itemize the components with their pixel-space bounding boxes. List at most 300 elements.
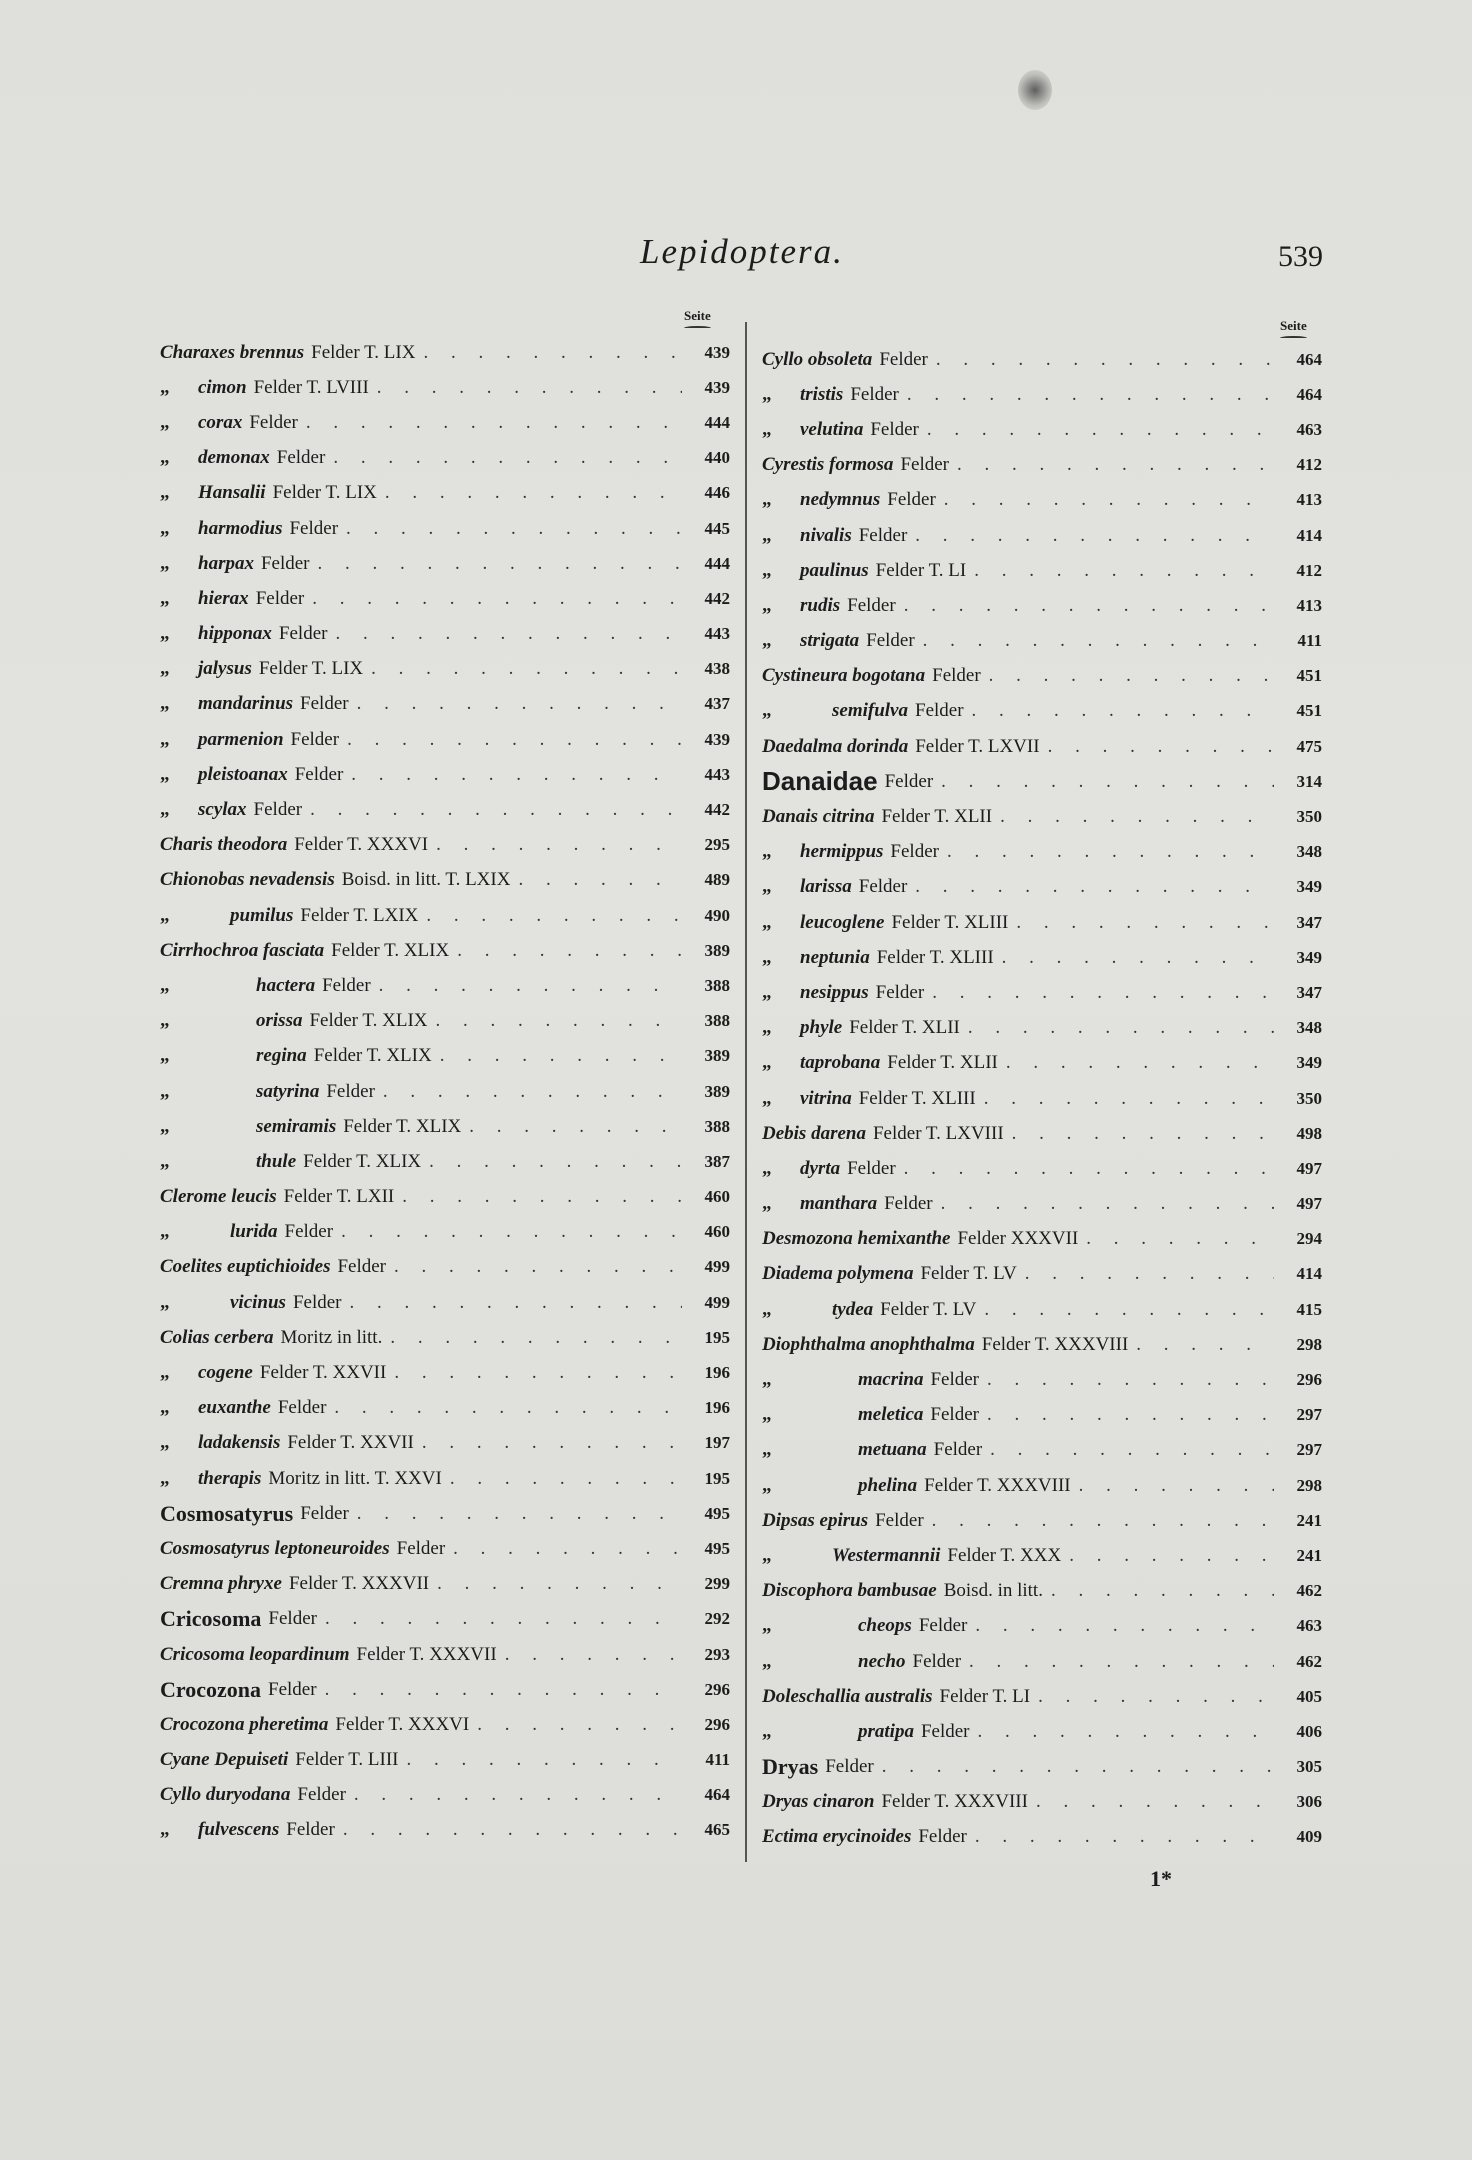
entry-page-number: 348 (1296, 1018, 1322, 1038)
entry-indent (762, 489, 800, 511)
entry-page-number: 415 (1296, 1299, 1322, 1319)
entry-indent (762, 1545, 832, 1567)
entry-page-number: 195 (704, 1468, 730, 1488)
dot-leader (350, 1292, 683, 1314)
index-entry (762, 1574, 1322, 1609)
entry-name: tristis (800, 383, 844, 405)
ditto-mark: „ (160, 1221, 170, 1243)
entry-author: Felder T. LI (939, 1685, 1031, 1707)
entry-name: Cyllo obsoleta (762, 348, 873, 370)
dot-leader (927, 419, 1274, 441)
entry-author: Felder (858, 876, 908, 898)
ditto-mark: „ (160, 447, 170, 469)
dot-leader (318, 553, 682, 575)
entry-author: Felder (912, 1650, 962, 1672)
entry-author: Felder (887, 489, 936, 511)
page-title: Lepidoptera. (640, 232, 844, 271)
ditto-mark: „ (160, 517, 170, 539)
entry-page-number: 412 (1296, 560, 1322, 580)
entry-indent (762, 1615, 858, 1637)
entry-name: manthara (800, 1193, 878, 1215)
entry-author: Moritz in litt. T. XXVI (268, 1467, 442, 1489)
dot-leader (941, 1193, 1274, 1215)
entry-author: Felder (289, 517, 339, 539)
entry-page-number: 489 (704, 870, 730, 890)
index-entry (160, 1180, 730, 1215)
entry-author: Felder (337, 1256, 387, 1278)
entry-name: parmenion (198, 728, 284, 750)
entry-name: hipponax (198, 623, 272, 645)
entry-name: Daedalma dorinda (762, 735, 909, 757)
entry-author: Felder (858, 524, 908, 546)
entry-indent (762, 700, 832, 722)
entry-page-number: 409 (1296, 1827, 1322, 1847)
ditto-mark: „ (160, 1432, 170, 1454)
entry-name: Westermannii (832, 1544, 941, 1566)
dot-leader (932, 982, 1274, 1004)
entry-name: cheops (858, 1615, 912, 1637)
ditto-mark: „ (762, 1157, 772, 1179)
dot-leader (907, 384, 1274, 406)
entry-name: taprobana (800, 1052, 881, 1074)
ditto-mark: „ (762, 1615, 772, 1637)
entry-name: rudis (800, 594, 841, 616)
entry-name: metuana (858, 1439, 927, 1461)
dot-leader (1079, 1475, 1274, 1497)
entry-name: orissa (256, 1010, 303, 1032)
entry-indent (160, 482, 198, 504)
dot-leader (941, 771, 1274, 793)
entry-page-number: 490 (704, 905, 730, 925)
entry-author: Felder (847, 594, 896, 616)
index-entry (160, 1426, 730, 1461)
index-entry (762, 377, 1322, 412)
entry-name: hactera (256, 974, 316, 996)
dot-leader (335, 623, 682, 645)
dot-leader (469, 1116, 682, 1138)
entry-name: semifulva (832, 700, 908, 722)
entry-author: Felder T. XXVII (287, 1432, 414, 1454)
entry-name: Danais citrina (762, 806, 875, 828)
entry-name: tydea (832, 1298, 874, 1320)
entry-page-number: 413 (1296, 490, 1322, 510)
entry-page-number: 389 (704, 1046, 730, 1066)
ditto-mark: „ (160, 1080, 170, 1102)
index-entry (160, 687, 730, 722)
entry-author: Felder T. XXXVIII (924, 1474, 1071, 1496)
entry-author: Felder T. XXXVI (335, 1713, 470, 1735)
entry-author: Felder T. XLIII (858, 1087, 976, 1109)
ditto-mark: „ (762, 911, 772, 933)
entry-indent (160, 518, 198, 540)
entry-page-number: 347 (1296, 912, 1322, 932)
entry-page-number: 347 (1296, 982, 1322, 1002)
index-entry (762, 1609, 1322, 1644)
entry-author: Felder (875, 981, 925, 1003)
ditto-mark: „ (762, 418, 772, 440)
dot-leader (383, 1081, 682, 1103)
entry-name: Hansalii (198, 482, 266, 504)
entry-name: vitrina (800, 1087, 852, 1109)
ditto-mark: „ (160, 1010, 170, 1032)
entry-page-number: 438 (704, 659, 730, 679)
dot-leader (969, 1651, 1274, 1673)
entry-page-number: 443 (704, 624, 730, 644)
entry-name: macrina (858, 1369, 924, 1391)
entry-author: Felder T. LIX (258, 658, 364, 680)
entry-author: Felder (900, 454, 949, 476)
entry-indent (160, 1819, 198, 1841)
ink-spot (1018, 70, 1052, 110)
entry-indent (160, 764, 198, 786)
dot-leader (882, 1756, 1274, 1778)
dot-leader (440, 1045, 682, 1067)
entry-page-number: 294 (1296, 1229, 1322, 1249)
entry-author: Felder (930, 1404, 979, 1426)
entry-author: Felder (932, 665, 981, 687)
entry-author: Felder (326, 1080, 375, 1102)
entry-author: Felder T. XLII (887, 1052, 998, 1074)
entry-name: scylax (198, 799, 247, 821)
dot-leader (978, 1721, 1275, 1743)
dot-leader (346, 518, 682, 540)
entry-indent (160, 799, 198, 821)
index-entry (160, 1144, 730, 1179)
entry-author: Felder (255, 587, 305, 609)
dot-leader (333, 447, 682, 469)
entry-author: Felder T. XXXVIII (881, 1791, 1028, 1813)
entry-name: Dryas (762, 1754, 819, 1780)
entry-name: phyle (800, 1017, 843, 1039)
dot-leader (1025, 1263, 1274, 1285)
index-entry (160, 546, 730, 581)
ditto-mark: „ (762, 1017, 772, 1039)
entry-author: Felder T. LVIII (253, 376, 369, 398)
entry-author: Felder (278, 623, 328, 645)
ditto-mark: „ (160, 1115, 170, 1137)
entry-name: necho (858, 1650, 906, 1672)
index-entry (160, 1672, 730, 1707)
dot-leader (354, 1784, 682, 1806)
index-entry (762, 588, 1322, 623)
ditto-mark: „ (160, 1467, 170, 1489)
dot-leader (915, 876, 1274, 898)
entry-indent (160, 412, 198, 434)
index-entry (160, 1109, 730, 1144)
dot-leader (377, 377, 682, 399)
entry-page-number: 446 (704, 483, 730, 503)
entry-page-number: 437 (704, 694, 730, 714)
dot-leader (984, 1299, 1274, 1321)
dot-leader (351, 764, 682, 786)
ditto-mark: „ (160, 376, 170, 398)
entry-author: Felder (918, 1826, 967, 1848)
index-entry (160, 968, 730, 1003)
entry-name: Coelites euptichioides (160, 1256, 331, 1278)
entry-author: Felder (292, 1291, 342, 1313)
dot-leader (974, 560, 1274, 582)
ditto-mark: „ (762, 1474, 772, 1496)
index-entry (762, 1187, 1322, 1222)
entry-indent (160, 905, 230, 927)
index-entry (160, 933, 730, 968)
entry-name: harpax (198, 552, 254, 574)
signature-mark: 1* (1150, 1866, 1172, 1891)
index-entry (160, 476, 730, 511)
entry-author: Felder (933, 1439, 983, 1461)
entry-author: Felder (875, 1509, 924, 1531)
entry-page-number: 349 (1296, 947, 1322, 967)
entry-page-number: 298 (1296, 1334, 1322, 1354)
entry-author: Felder (322, 974, 371, 996)
ditto-mark: „ (762, 876, 772, 898)
index-entry (762, 483, 1322, 518)
entry-page-number: 196 (704, 1398, 730, 1418)
entry-page-number: 497 (1296, 1194, 1322, 1214)
dot-leader (394, 1256, 682, 1278)
dot-leader (975, 1826, 1274, 1848)
index-entry (762, 1327, 1322, 1362)
ditto-mark: „ (762, 1369, 772, 1391)
dot-leader (310, 799, 682, 821)
entry-indent (762, 912, 800, 934)
entry-name: Charaxes brennus (160, 341, 305, 363)
entry-author: Felder T. LI (875, 559, 967, 581)
entry-indent (160, 729, 198, 751)
entry-author: Felder T. LV (880, 1298, 977, 1320)
entry-name: Cosmosatyrus leptoneuroides (160, 1537, 390, 1559)
entry-page-number: 292 (704, 1609, 730, 1629)
ditto-mark: „ (160, 552, 170, 574)
entry-author: Felder (249, 411, 298, 433)
dot-leader (1048, 736, 1274, 758)
dot-leader (1000, 806, 1274, 828)
entry-name: larissa (800, 876, 852, 898)
entry-name: jalysus (198, 658, 252, 680)
dot-leader (1012, 1123, 1274, 1145)
entry-name: Cyllo duryodana (160, 1784, 291, 1806)
ditto-mark: „ (762, 841, 772, 863)
entry-name: ladakensis (198, 1432, 281, 1454)
entry-author: Felder (260, 552, 310, 574)
ditto-mark: „ (160, 658, 170, 680)
entry-indent (762, 1052, 800, 1074)
index-entry (160, 370, 730, 405)
entry-author: Felder T. XLIX (331, 939, 450, 961)
entry-name: phelina (858, 1474, 918, 1496)
entry-page-number: 405 (1296, 1686, 1322, 1706)
ditto-mark: „ (160, 974, 170, 996)
entry-page-number: 413 (1296, 595, 1322, 615)
index-entry (762, 1433, 1322, 1468)
dot-leader (1136, 1334, 1274, 1356)
entry-indent (160, 658, 198, 680)
entry-author: Felder T. XXXVI (294, 834, 429, 856)
ditto-mark: „ (160, 904, 170, 926)
index-entry (160, 441, 730, 476)
entry-indent (160, 1292, 230, 1314)
entry-name: harmodius (198, 517, 283, 539)
index-entry (160, 1039, 730, 1074)
index-entry (762, 764, 1322, 799)
entry-name: Crocozona pheretima (160, 1713, 329, 1735)
entry-page-number: 451 (1296, 701, 1322, 721)
entry-indent (160, 588, 198, 610)
dot-leader (453, 1538, 682, 1560)
entry-page-number: 350 (1296, 807, 1322, 827)
entry-page-number: 464 (1296, 384, 1322, 404)
entry-author: Felder T. XLIX (313, 1045, 432, 1067)
dot-leader (341, 1221, 682, 1243)
dot-leader (347, 729, 682, 751)
index-entry (762, 1644, 1322, 1679)
entry-indent (762, 1158, 800, 1180)
entry-page-number: 463 (1296, 419, 1322, 439)
dot-leader (989, 665, 1274, 687)
dot-leader (385, 482, 682, 504)
entry-indent (762, 1017, 800, 1039)
entry-page-number: 306 (1296, 1792, 1322, 1812)
ditto-mark: „ (762, 630, 772, 652)
entry-name: Cosmosatyrus (160, 1500, 294, 1526)
entry-indent (762, 1475, 858, 1497)
dot-leader (426, 905, 682, 927)
entry-page-number: 388 (704, 1116, 730, 1136)
entry-indent (762, 876, 800, 898)
dot-leader (944, 489, 1274, 511)
entry-name: Clerome leucis (160, 1186, 277, 1208)
entry-author: Moritz in litt. (280, 1326, 383, 1348)
ditto-mark: „ (160, 482, 170, 504)
entry-name: dyrta (800, 1157, 841, 1179)
entry-name: Cricosoma leopardinum (160, 1643, 350, 1665)
entry-indent (160, 1432, 198, 1454)
entry-page-number: 499 (704, 1292, 730, 1312)
dot-leader (436, 1010, 683, 1032)
index-entry (762, 1679, 1322, 1714)
entry-name: hermippus (800, 841, 884, 863)
ditto-mark: „ (762, 559, 772, 581)
entry-name: semiramis (256, 1115, 337, 1137)
entry-author: Felder (396, 1537, 446, 1559)
index-entry (160, 898, 730, 933)
index-entry (762, 975, 1322, 1010)
entry-page-number: 295 (704, 835, 730, 855)
entry-author: Felder T. XXVII (259, 1362, 387, 1384)
entry-name: Cyane Depuiseti (160, 1749, 289, 1771)
entry-page-number: 464 (1296, 349, 1322, 369)
index-entry (160, 335, 730, 370)
entry-author: Felder T. XLIII (876, 946, 994, 968)
index-entry (762, 1011, 1322, 1046)
seite-label-left: Seite (684, 308, 711, 330)
entry-page-number: 349 (1296, 1053, 1322, 1073)
index-entry (762, 1257, 1322, 1292)
index-entry (160, 828, 730, 863)
entry-name: Dipsas epirus (762, 1509, 869, 1531)
index-entry (160, 757, 730, 792)
entry-indent (160, 377, 198, 399)
entry-author: Felder (268, 1608, 317, 1630)
entry-name: Colias cerbera (160, 1326, 274, 1348)
entry-indent (762, 384, 800, 406)
dot-leader (357, 1503, 682, 1525)
ditto-mark: „ (160, 1150, 170, 1172)
index-entry (762, 1820, 1322, 1855)
index-entry (160, 1461, 730, 1496)
dot-leader (987, 1369, 1274, 1391)
index-entry (762, 799, 1322, 834)
index-entry (160, 1250, 730, 1285)
entry-name: Dryas cinaron (762, 1791, 875, 1813)
index-entry (160, 1496, 730, 1531)
ditto-mark: „ (160, 728, 170, 750)
entry-name: Danaidae (762, 766, 878, 797)
index-entry (160, 1074, 730, 1109)
dot-leader (518, 869, 682, 891)
entry-author: Felder (915, 700, 964, 722)
entry-page-number: 444 (704, 553, 730, 573)
entry-author: Felder (300, 693, 349, 715)
entry-name: nedymnus (800, 489, 881, 511)
entry-name: Cricosoma (160, 1606, 262, 1632)
entry-name: Desmozona hemixanthe (762, 1228, 951, 1250)
entry-page-number: 406 (1296, 1721, 1322, 1741)
entry-name: nesippus (800, 981, 869, 1003)
entry-page-number: 241 (1296, 1545, 1322, 1565)
entry-name: paulinus (800, 559, 869, 581)
ditto-mark: „ (762, 1439, 772, 1461)
entry-author: Felder (918, 1615, 968, 1637)
dot-leader (312, 588, 682, 610)
dot-leader (923, 630, 1274, 652)
dot-leader (334, 1397, 682, 1419)
ditto-mark: „ (762, 594, 772, 616)
entry-indent (762, 1299, 832, 1321)
entry-name: Cremna phryxe (160, 1573, 282, 1595)
entry-indent (762, 630, 800, 652)
entry-name: Debis darena (762, 1122, 866, 1144)
entry-page-number: 388 (704, 975, 730, 995)
ditto-mark: „ (762, 946, 772, 968)
index-entry (160, 1531, 730, 1566)
entry-indent (762, 982, 800, 1004)
index-entry (160, 1743, 730, 1778)
ditto-mark: „ (762, 383, 772, 405)
entry-page-number: 411 (1297, 631, 1322, 651)
index-entry (762, 835, 1322, 870)
entry-page-number: 440 (704, 448, 730, 468)
entry-name: fulvescens (198, 1819, 280, 1841)
entry-name: Discophora bambusae (762, 1580, 937, 1602)
entry-author: Felder T. XLII (849, 1017, 960, 1039)
entry-indent (160, 447, 198, 469)
entry-author: Felder T. XLIX (343, 1115, 462, 1137)
entry-author: Felder T. LXIX (300, 904, 419, 926)
entry-name: lurida (230, 1221, 278, 1243)
index-entry (762, 518, 1322, 553)
entry-name: pratipa (858, 1720, 914, 1742)
ditto-mark: „ (160, 1291, 170, 1313)
entry-page-number: 442 (704, 800, 730, 820)
index-column-left (160, 335, 730, 1848)
entry-author: Felder T. XLII (881, 806, 993, 828)
dot-leader (1038, 1686, 1274, 1708)
seite-label-right: Seite (1280, 318, 1307, 340)
index-entry (762, 1714, 1322, 1749)
ditto-mark: „ (762, 1193, 772, 1215)
ditto-mark: „ (762, 700, 772, 722)
